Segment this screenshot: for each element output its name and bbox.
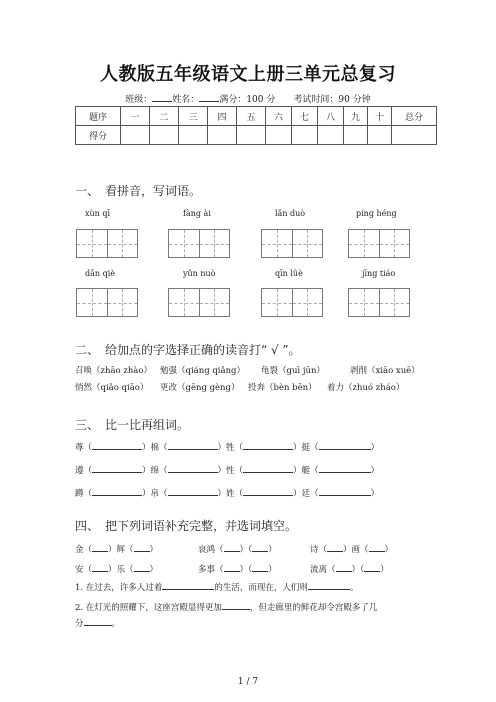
char-label: 尊（ — [75, 443, 93, 453]
score-cell[interactable] — [237, 126, 266, 145]
score-cell[interactable] — [344, 126, 368, 145]
writing-grid[interactable] — [76, 288, 138, 317]
answer-blank[interactable] — [162, 581, 214, 590]
section1-heading: 一、 看拼音，写词语。 — [75, 184, 202, 198]
idiom-row — [75, 543, 158, 555]
reading-choice[interactable]: 剥削（xiāo xuē） — [350, 366, 420, 376]
score-table-header-row — [76, 107, 437, 126]
score-cell[interactable] — [368, 126, 392, 145]
idiom-text: ）乐（ — [108, 565, 134, 575]
pinyin-label: qīn lüè — [275, 269, 303, 278]
reading-choice[interactable]: 投奔（bèn bēn） — [248, 383, 317, 393]
question-text: 1. 在过去，许多人过着 — [75, 583, 163, 593]
exam-info — [0, 92, 496, 105]
score-cell[interactable] — [150, 126, 179, 145]
full-marks: 满分：100 分 — [219, 95, 276, 105]
answer-blank[interactable] — [168, 464, 218, 473]
idiom-text: ）（ — [239, 545, 253, 555]
score-header-cell: 七 — [292, 107, 318, 126]
question-text: 的生活，而现在，人们则 — [214, 583, 308, 593]
score-row-label: 得分 — [76, 126, 121, 145]
idiom-row — [198, 543, 277, 555]
score-cell[interactable] — [392, 126, 437, 145]
answer-blank[interactable] — [243, 441, 293, 450]
answer-blank[interactable] — [319, 464, 371, 473]
idiom-text: 哀鸿（ — [198, 545, 224, 555]
idiom-text: ）辉（ — [108, 545, 134, 555]
writing-grid[interactable] — [261, 229, 323, 258]
char-label: ） — [370, 489, 380, 499]
question-text: ，但走廊里的鲜花却令宫殿多了几 — [249, 603, 378, 613]
reading-choice[interactable]: 召唤（zhāo zhào） — [75, 366, 152, 376]
pinyin-label: yǔn nuò — [183, 269, 216, 278]
answer-blank[interactable] — [84, 617, 112, 626]
answer-blank[interactable] — [308, 581, 350, 590]
question-text: 。 — [349, 583, 359, 593]
exam-time: 考试时间：90 分钟 — [293, 95, 371, 105]
score-header-cell: 九 — [344, 107, 368, 126]
answer-blank[interactable] — [319, 441, 371, 450]
idiom-text: ） — [268, 545, 277, 555]
answer-blank[interactable] — [92, 441, 142, 450]
idiom-text: ）画（ — [343, 545, 369, 555]
answer-blank[interactable] — [222, 601, 250, 610]
writing-grid[interactable] — [348, 229, 410, 258]
idiom-text: ） — [380, 565, 389, 575]
score-header-cell: 十 — [368, 107, 392, 126]
reading-choice[interactable]: 勉强（qiáng qiǎng） — [160, 366, 245, 376]
class-label: 班级： — [125, 95, 153, 105]
score-cell[interactable] — [318, 126, 344, 145]
idiom-text: 安（ — [75, 565, 93, 575]
idiom-text: ） — [268, 565, 277, 575]
answer-blank[interactable] — [92, 543, 108, 552]
idiom-text: 金（ — [75, 545, 93, 555]
score-header-cell: 五 — [237, 107, 266, 126]
score-cell[interactable] — [208, 126, 237, 145]
writing-grid[interactable] — [168, 288, 230, 317]
idiom-row — [198, 563, 277, 575]
score-header-cell: 八 — [318, 107, 344, 126]
answer-blank[interactable] — [243, 464, 293, 473]
char-label: 遵（ — [75, 466, 93, 476]
question-text: 分 — [75, 619, 84, 629]
fill-question-2 — [75, 601, 377, 613]
idiom-row — [75, 563, 158, 575]
section4-heading: 四、 把下列词语补充完整，并选词填空。 — [75, 519, 298, 533]
idiom-text: 诗（ — [310, 545, 328, 555]
score-cell[interactable] — [292, 126, 318, 145]
page-title: 人教版五年级语文上册三单元总复习 — [100, 64, 396, 85]
name-label: 姓名： — [172, 95, 200, 105]
answer-blank[interactable] — [369, 543, 385, 552]
reading-choice[interactable]: 悄然（qiǎo qiāo） — [75, 383, 149, 393]
idiom-text: ）（ — [351, 565, 365, 575]
char-label: ） — [370, 443, 380, 453]
reading-choice[interactable]: 着力（zhuó zháo） — [327, 383, 405, 393]
char-label: ）牲（ — [217, 443, 244, 453]
char-label: ）棉（ — [142, 443, 168, 453]
question-text: 2. 在灯光的照耀下，这座宫殿显得更加 — [75, 603, 222, 613]
score-header-cell: 总分 — [392, 107, 437, 126]
score-header-cell: 一 — [121, 107, 150, 126]
writing-grid[interactable] — [348, 288, 410, 317]
answer-blank[interactable] — [224, 563, 240, 572]
answer-blank[interactable] — [92, 464, 142, 473]
answer-blank[interactable] — [336, 563, 352, 572]
name-blank — [199, 93, 219, 102]
idiom-text: ） — [149, 545, 159, 555]
char-label: ） — [370, 466, 380, 476]
pinyin-label: jīng tiáo — [362, 269, 396, 278]
char-label: ）绵（ — [142, 466, 168, 476]
score-table-score-row — [76, 126, 437, 145]
idiom-text: 流离（ — [310, 565, 336, 575]
writing-grid[interactable] — [261, 288, 323, 317]
answer-blank[interactable] — [364, 563, 380, 572]
section3-heading: 三、 比一比再组词。 — [75, 418, 190, 432]
idiom-text: 多事（ — [198, 565, 224, 575]
pinyin-label: dǎn qiè — [85, 269, 115, 278]
answer-blank[interactable] — [252, 543, 268, 552]
answer-blank[interactable] — [134, 563, 150, 572]
score-cell[interactable] — [179, 126, 208, 145]
fill-question-2-cont — [75, 617, 120, 629]
char-label: 蹲（ — [75, 489, 93, 499]
idiom-text: ）（ — [239, 565, 253, 575]
idiom-row — [310, 543, 393, 555]
class-blank — [152, 93, 172, 102]
compare-row — [75, 464, 379, 476]
answer-blank[interactable] — [168, 487, 218, 496]
answer-blank[interactable] — [92, 563, 108, 572]
answer-blank[interactable] — [327, 543, 343, 552]
idiom-text: ） — [149, 565, 159, 575]
score-table — [75, 106, 437, 145]
score-cell[interactable] — [266, 126, 292, 145]
pinyin-label: xùn qī — [85, 209, 111, 218]
answer-blank[interactable] — [252, 563, 268, 572]
score-cell[interactable] — [121, 126, 150, 145]
char-label: ）艇（ — [293, 466, 319, 476]
idiom-row — [310, 563, 389, 575]
score-header-cell: 四 — [208, 107, 237, 126]
char-label: ）挺（ — [293, 443, 319, 453]
answer-blank[interactable] — [134, 543, 150, 552]
answer-blank[interactable] — [319, 487, 371, 496]
score-header-cell: 二 — [150, 107, 179, 126]
question-text: 。 — [111, 619, 121, 629]
answer-blank[interactable] — [224, 543, 240, 552]
pinyin-label: píng héng — [356, 209, 397, 218]
idiom-text: ） — [384, 545, 394, 555]
pinyin-label: lǎn duò — [275, 209, 306, 218]
char-label: ）帛（ — [142, 489, 168, 499]
pinyin-label: fàng ài — [183, 209, 211, 218]
char-label: ）姓（ — [217, 489, 244, 499]
compare-row — [75, 441, 379, 453]
compare-row — [75, 487, 379, 499]
score-header-cell: 题序 — [76, 107, 121, 126]
score-header-cell: 三 — [179, 107, 208, 126]
writing-grid[interactable] — [76, 229, 138, 258]
reading-choice[interactable]: 龟裂（guī jūn） — [261, 366, 325, 376]
answer-blank[interactable] — [243, 487, 293, 496]
section2-heading: 二、 给加点的字选择正确的读音打“ √ ”。 — [75, 343, 301, 357]
char-label: ）性（ — [217, 466, 244, 476]
answer-blank[interactable] — [92, 487, 142, 496]
answer-blank[interactable] — [168, 441, 218, 450]
fill-question-1 — [75, 581, 358, 593]
reading-choice[interactable]: 更改（gēng gèng） — [160, 383, 240, 393]
score-header-cell: 六 — [266, 107, 292, 126]
char-label: ）廷（ — [293, 489, 319, 499]
writing-grid[interactable] — [168, 229, 230, 258]
page-number: 1 / 7 — [237, 677, 259, 687]
